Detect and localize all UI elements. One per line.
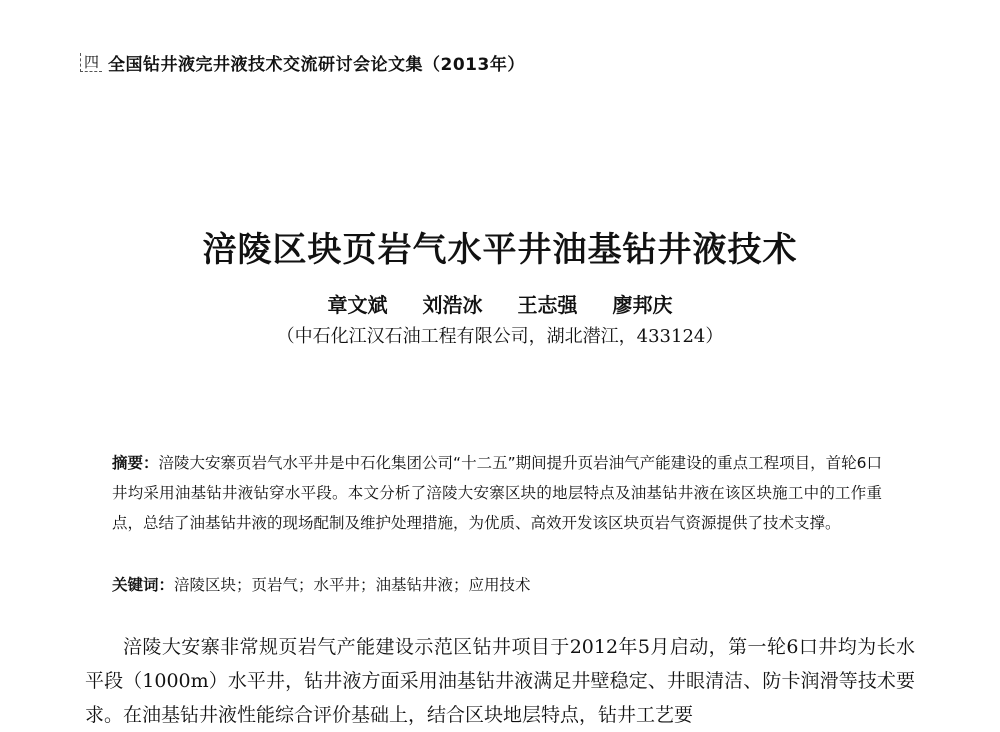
- page-number: 四: [80, 53, 102, 72]
- running-header: [80, 50, 525, 75]
- abstract-text: 涪陵大安寨页岩气水平井是中石化集团公司“十二五”期间提升页岩油气产能建设的重点工程项目，首轮6口井均采用油基钻井液钻穿水平段。本文分析了涪陵大安寨区块的地层特点及油基钻井液在该区块施工中的工作重点，总结了油基钻井液的现场配制及维护处理措施，为优质、高效开发该区块页岩气资源提供了技术支撑。: [112, 454, 882, 532]
- journal-title: 全国钻井液完井液技术交流研讨会论文集（2013年）: [108, 55, 525, 75]
- author: 章文斌: [327, 293, 388, 317]
- keywords-label: 关键词：: [112, 576, 175, 594]
- author: 王志强: [517, 293, 578, 317]
- abstract-label: 摘要：: [112, 454, 159, 472]
- abstract: [112, 448, 882, 538]
- paper-title: 涪陵区块页岩气水平井油基钻井液技术: [202, 230, 798, 270]
- author-list: [0, 289, 1000, 318]
- author: 廖邦庆: [612, 293, 673, 317]
- body-paragraph: 涪陵大安寨非常规页岩气产能建设示范区钻井项目于2012年5月启动，第一轮6口井均为长水平段（1000m）水平井，钻井液方面采用油基钻井液满足井壁稳定、井眼清洁、防卡润滑等技术要求。在油基钻井液性能综合评价基础上，结合区块地层特点，钻井工艺要: [85, 636, 915, 726]
- author: 刘浩冰: [422, 293, 483, 317]
- affiliation: （中石化江汉石油工程有限公司，湖北潜江，433124）: [276, 326, 724, 347]
- keywords: [112, 572, 882, 598]
- keywords-text: 涪陵区块；页岩气；水平井；油基钻井液；应用技术: [174, 576, 531, 594]
